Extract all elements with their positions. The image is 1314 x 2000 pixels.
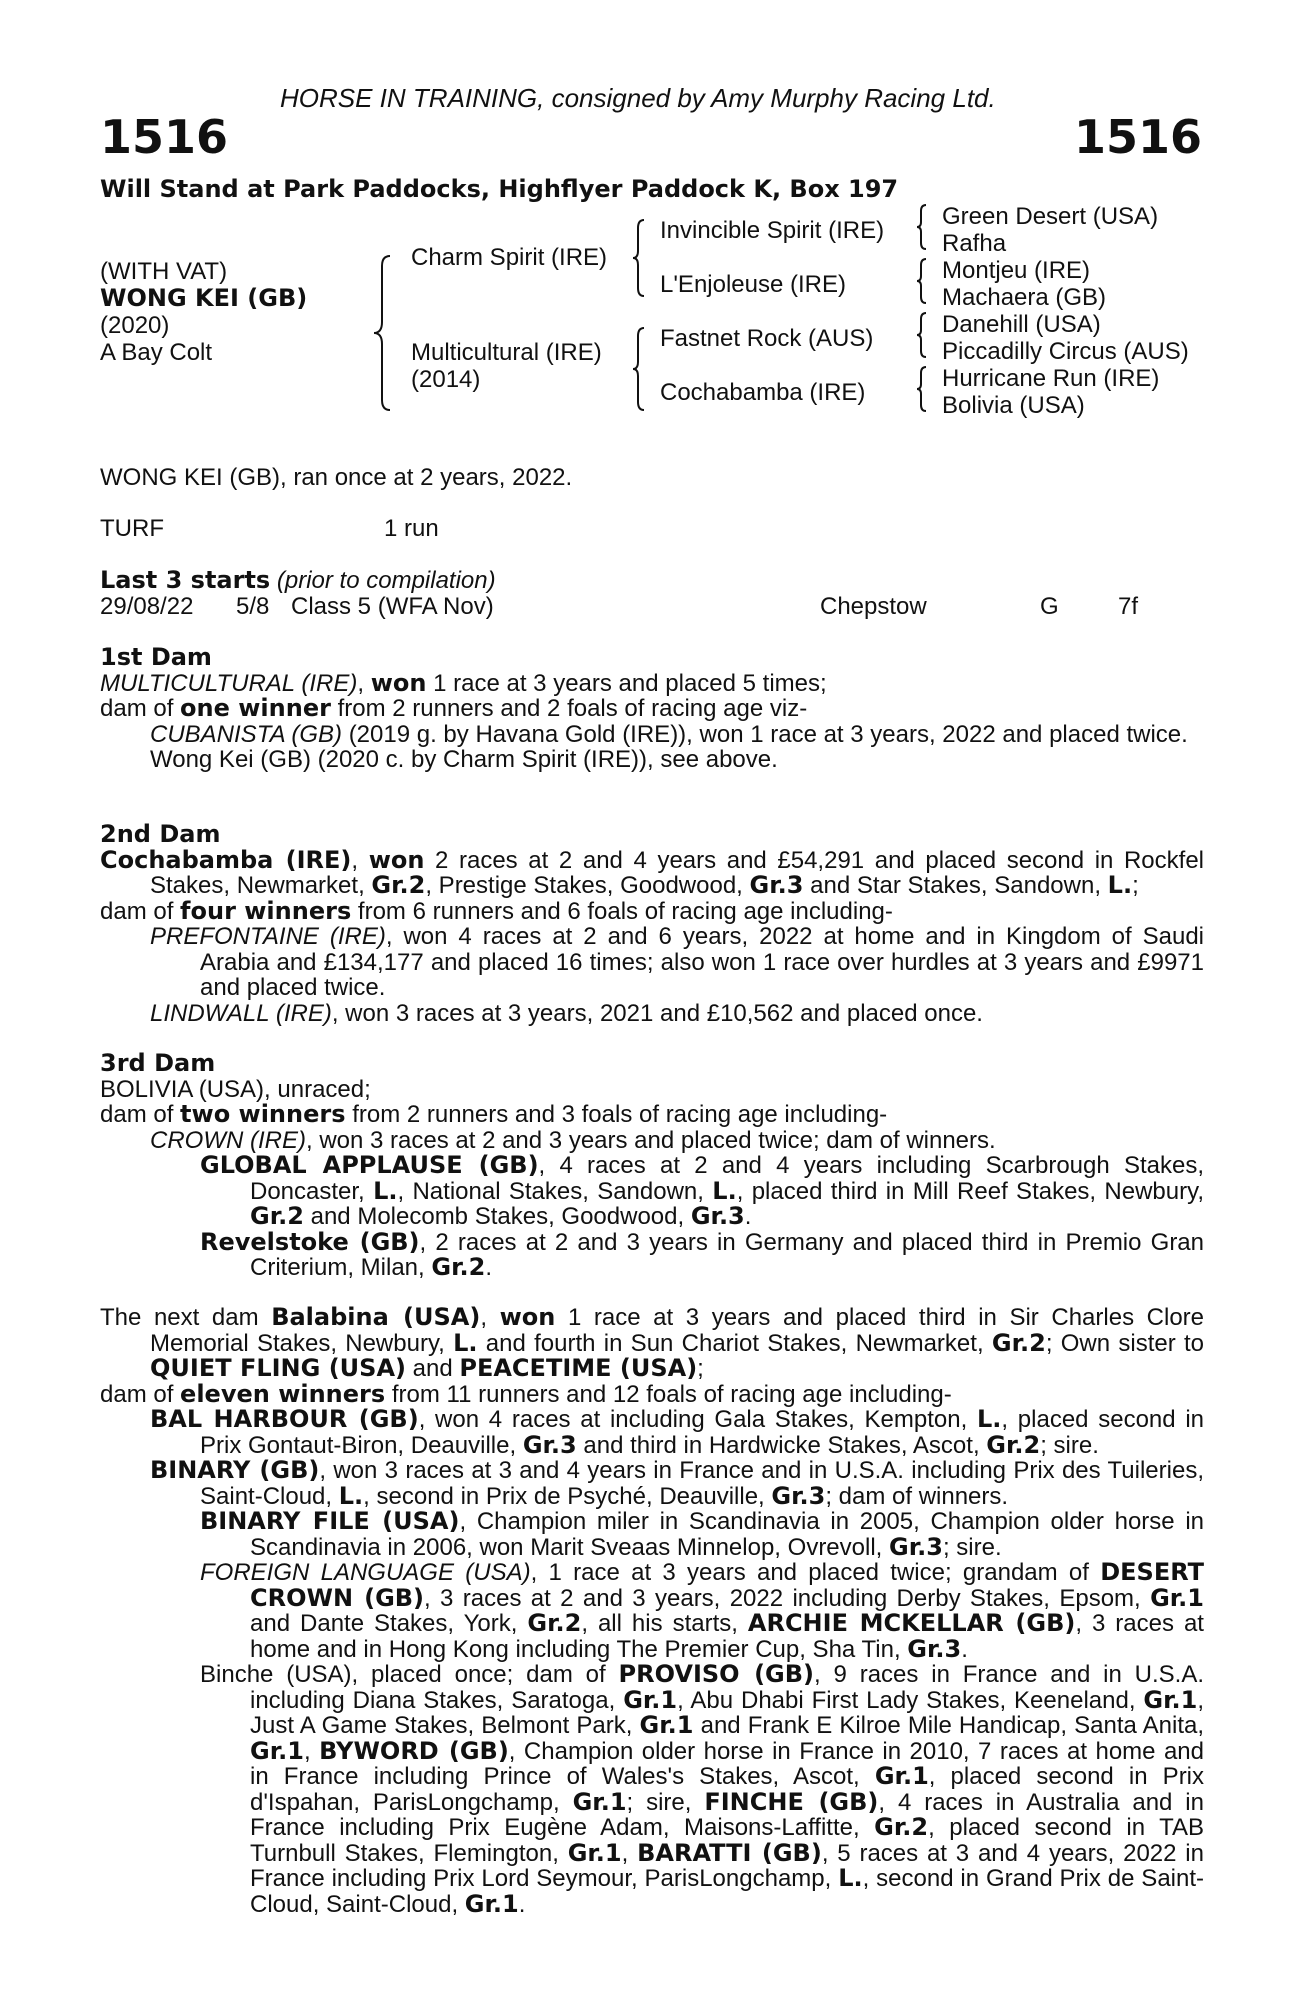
next-dam-produce: dam of eleven winners from 11 runners and 12 foals of racing age including- (100, 1379, 952, 1408)
last-starts-title: Last 3 starts (100, 566, 271, 594)
pedigree-dam-year: (2014) (411, 366, 481, 393)
third-dam-offspring-crown: CROWN (IRE), won 3 races at 2 and 3 years and placed twice; dam of winners. (150, 1126, 996, 1154)
offspring-bal-harbour: BAL HARBOUR (GB), won 4 races at including Gala Stakes, Kempton, L., placed second in Prix Gontaut-Biron, Deauville, Gr.3 and third in Hardwicke Stakes, Ascot, Gr.2; sire. (150, 1405, 1205, 1459)
won-label: won (370, 668, 427, 697)
second-dam-produce: dam of four winners from 6 runners and 6 foals of racing age including- (100, 896, 893, 925)
offspring-binche: Binche (USA), placed once; dam of PROVISO (GB), 9 races in France and in U.S.A. including Diana Stakes, Saratoga, Gr.1, Abu Dhabi First Lady Stakes, Keeneland, Gr.1, Just A Game Stakes, Belmont Park, Gr.1 and Frank E Kilroe Mile Handicap, Santa Anita, Gr.1, BYWORD (GB), Champion older horse in France in 2010, 7 races at home and in France including Prince of Wales's Stakes, Ascot, Gr.1, placed second in Prix d'Ispahan, ParisLongchamp, Gr.1; sire, FINCHE (GB), 4 races in Australia and in France including Prix Eugène Adam, Maisons-Laffitte, Gr.2, placed second in TAB Turnbull Stakes, Flemington, Gr.1, BARATTI (GB), 5 races at 3 and 4 years, 2022 in France including Prix Lord Seymour, ParisLongchamp, L., second in Grand Prix de Saint-Cloud, Saint-Cloud, Gr.1. (200, 1660, 1205, 1918)
pedigree-ggp-2: Rafha (942, 230, 1007, 257)
third-dam-name: BOLIVIA (USA), unraced; (100, 1075, 371, 1103)
first-dam-section (100, 645, 1204, 773)
pedigree-brace-ggp-1 (914, 203, 930, 251)
pedigree-ggp-7: Hurricane Run (IRE) (942, 365, 1160, 392)
lot-number-right: 1516 (1073, 110, 1202, 164)
pedigree-brace-dam (630, 326, 648, 412)
first-dam-offspring-1: CUBANISTA (GB) (2019 g. by Havana Gold (IRE)), won 1 race at 3 years, 2022 and placed twice. (150, 720, 1188, 748)
start-class: Class 5 (WFA Nov) (291, 593, 494, 620)
pedigree-ggp-4: Machaera (GB) (942, 284, 1107, 311)
pedigree-ggp-1: Green Desert (USA) (942, 203, 1159, 230)
race-record-summary: WONG KEI (GB), ran once at 2 years, 2022. (100, 464, 573, 491)
pedigree-sire: Charm Spirit (IRE) (411, 244, 608, 271)
next-dam-record: The next dam Balabina (USA), won 1 race at 3 years and placed third in Sir Charles Clore Memorial Stakes, Newbury, L. and fourth in Sun Chariot Stakes, Newmarket, Gr.2; Own sister to QUIET FLING (USA) and PEACETIME (USA); (100, 1303, 1205, 1382)
second-dam-section (100, 822, 1204, 1026)
pedigree-brace-sire (630, 218, 648, 298)
first-dam-offspring-2: Wong Kei (GB) (2020 c. by Charm Spirit (IRE)), see above. (150, 746, 778, 773)
vat-note: (WITH VAT) (100, 258, 228, 285)
horse-name: WONG KEI (GB) (100, 284, 308, 312)
last-starts-heading (100, 568, 496, 593)
runs-count: 1 run (384, 515, 439, 542)
pedigree-ggp-6: Piccadilly Circus (AUS) (942, 338, 1189, 365)
third-dam-section (100, 1051, 1204, 1281)
second-dam-offspring-prefontaine: PREFONTAINE (IRE), won 4 races at 2 and 6 years, 2022 at home and in Kingdom of Saudi Arabia and £134,177 and placed 16 times; also won 1 race over hurdles at 3 years and £9971 and placed twice. (150, 923, 1205, 1001)
stand-location: Will Stand at Park Paddocks, Highflyer Paddock K, Box 197 (100, 175, 899, 203)
pedigree-sire-dam: L'Enjoleuse (IRE) (660, 271, 846, 298)
pedigree-dam-sire: Fastnet Rock (AUS) (660, 325, 874, 352)
second-dam-offspring-lindwall: LINDWALL (IRE), won 3 races at 3 years, 2021 and £10,562 and placed once. (150, 999, 983, 1027)
first-dam-name: MULTICULTURAL (IRE) (100, 669, 358, 697)
third-dam-produce: dam of two winners from 2 runners and 3 foals of racing age including- (100, 1100, 888, 1128)
pedigree-brace-ggp-4 (914, 365, 930, 413)
start-date: 29/08/22 (100, 593, 194, 620)
horse-description: A Bay Colt (100, 339, 213, 366)
first-dam-race-record: 1 race at 3 years and placed 5 times; (433, 669, 827, 697)
grandchild-binary-file: BINARY FILE (USA), Champion miler in Scandinavia in 2005, Champion older horse in Scandinavia in 2006, won Marit Sveaas Minnelop, Ovrevoll, Gr.3; sire. (200, 1507, 1205, 1561)
third-dam-grandchild-revelstoke: Revelstoke (GB), 2 races at 2 and 3 years in Germany and placed third in Premio Gran Criterium, Milan, Gr.2. (200, 1227, 1205, 1281)
consignor-line: HORSE IN TRAINING, consigned by Amy Murphy Racing Ltd. (280, 83, 996, 113)
pedigree-ggp-8: Bolivia (USA) (942, 392, 1085, 419)
surface-label: TURF (100, 515, 164, 542)
first-dam-heading: 1st Dam (100, 643, 212, 671)
pedigree-brace-main (370, 254, 394, 412)
first-dam-produce: dam of one winner from 2 runners and 2 foals of racing age viz- (100, 694, 808, 722)
last-starts-note: (prior to compilation) (276, 567, 496, 594)
second-dam-heading: 2nd Dam (100, 820, 221, 848)
start-going: G (1040, 593, 1059, 620)
next-dam-section (100, 1305, 1204, 1917)
offspring-foreign-language: FOREIGN LANGUAGE (USA), 1 race at 3 years and placed twice; grandam of DESERT CROWN (GB), 3 races at 2 and 3 years, 2022 including Derby Stakes, Epsom, Gr.1 and Dante Stakes, York, Gr.2, all his starts, ARCHIE MCKELLAR (GB), 3 races at home and in Hong Kong including The Premier Cup, Sha Tin, Gr.3. (200, 1558, 1204, 1663)
pedigree-dam: Multicultural (IRE) (411, 339, 602, 366)
first-dam-record: MULTICULTURAL (IRE), won 1 race at 3 years and placed 5 times; (100, 668, 827, 697)
start-distance: 7f (1118, 593, 1139, 620)
pedigree-brace-ggp-3 (914, 311, 930, 359)
pedigree-brace-ggp-2 (914, 257, 930, 305)
offspring-binary: BINARY (GB), won 3 races at 3 and 4 years in France and in U.S.A. including Prix des Tuileries, Saint-Cloud, L., second in Prix de Psyché, Deauville, Gr.3; dam of winners. (150, 1456, 1204, 1510)
start-course: Chepstow (820, 593, 927, 620)
pedigree-dam-dam: Cochabamba (IRE) (660, 379, 866, 406)
third-dam-heading: 3rd Dam (100, 1049, 216, 1077)
pedigree-sire-sire: Invincible Spirit (IRE) (660, 217, 885, 244)
second-dam-record: Cochabamba (IRE), won 2 races at 2 and 4 years and £54,291 and placed second in Rockfel Stakes, Newmarket, Gr.2, Prestige Stakes, Goodwood, Gr.3 and Star Stakes, Sandown, L.; (100, 845, 1205, 899)
pedigree-ggp-3: Montjeu (IRE) (942, 257, 1091, 284)
start-position: 5/8 (236, 593, 270, 620)
pedigree-ggp-5: Danehill (USA) (942, 311, 1101, 338)
horse-year: (2020) (100, 312, 170, 339)
third-dam-grandchild-global-applause: GLOBAL APPLAUSE (GB), 4 races at 2 and 4 years including Scarbrough Stakes, Doncaster, L., National Stakes, Sandown, L., placed third in Mill Reef Stakes, Newbury, Gr.2 and Molecomb Stakes, Goodwood, Gr.3. (200, 1151, 1205, 1230)
lot-number-left: 1516 (100, 110, 229, 164)
